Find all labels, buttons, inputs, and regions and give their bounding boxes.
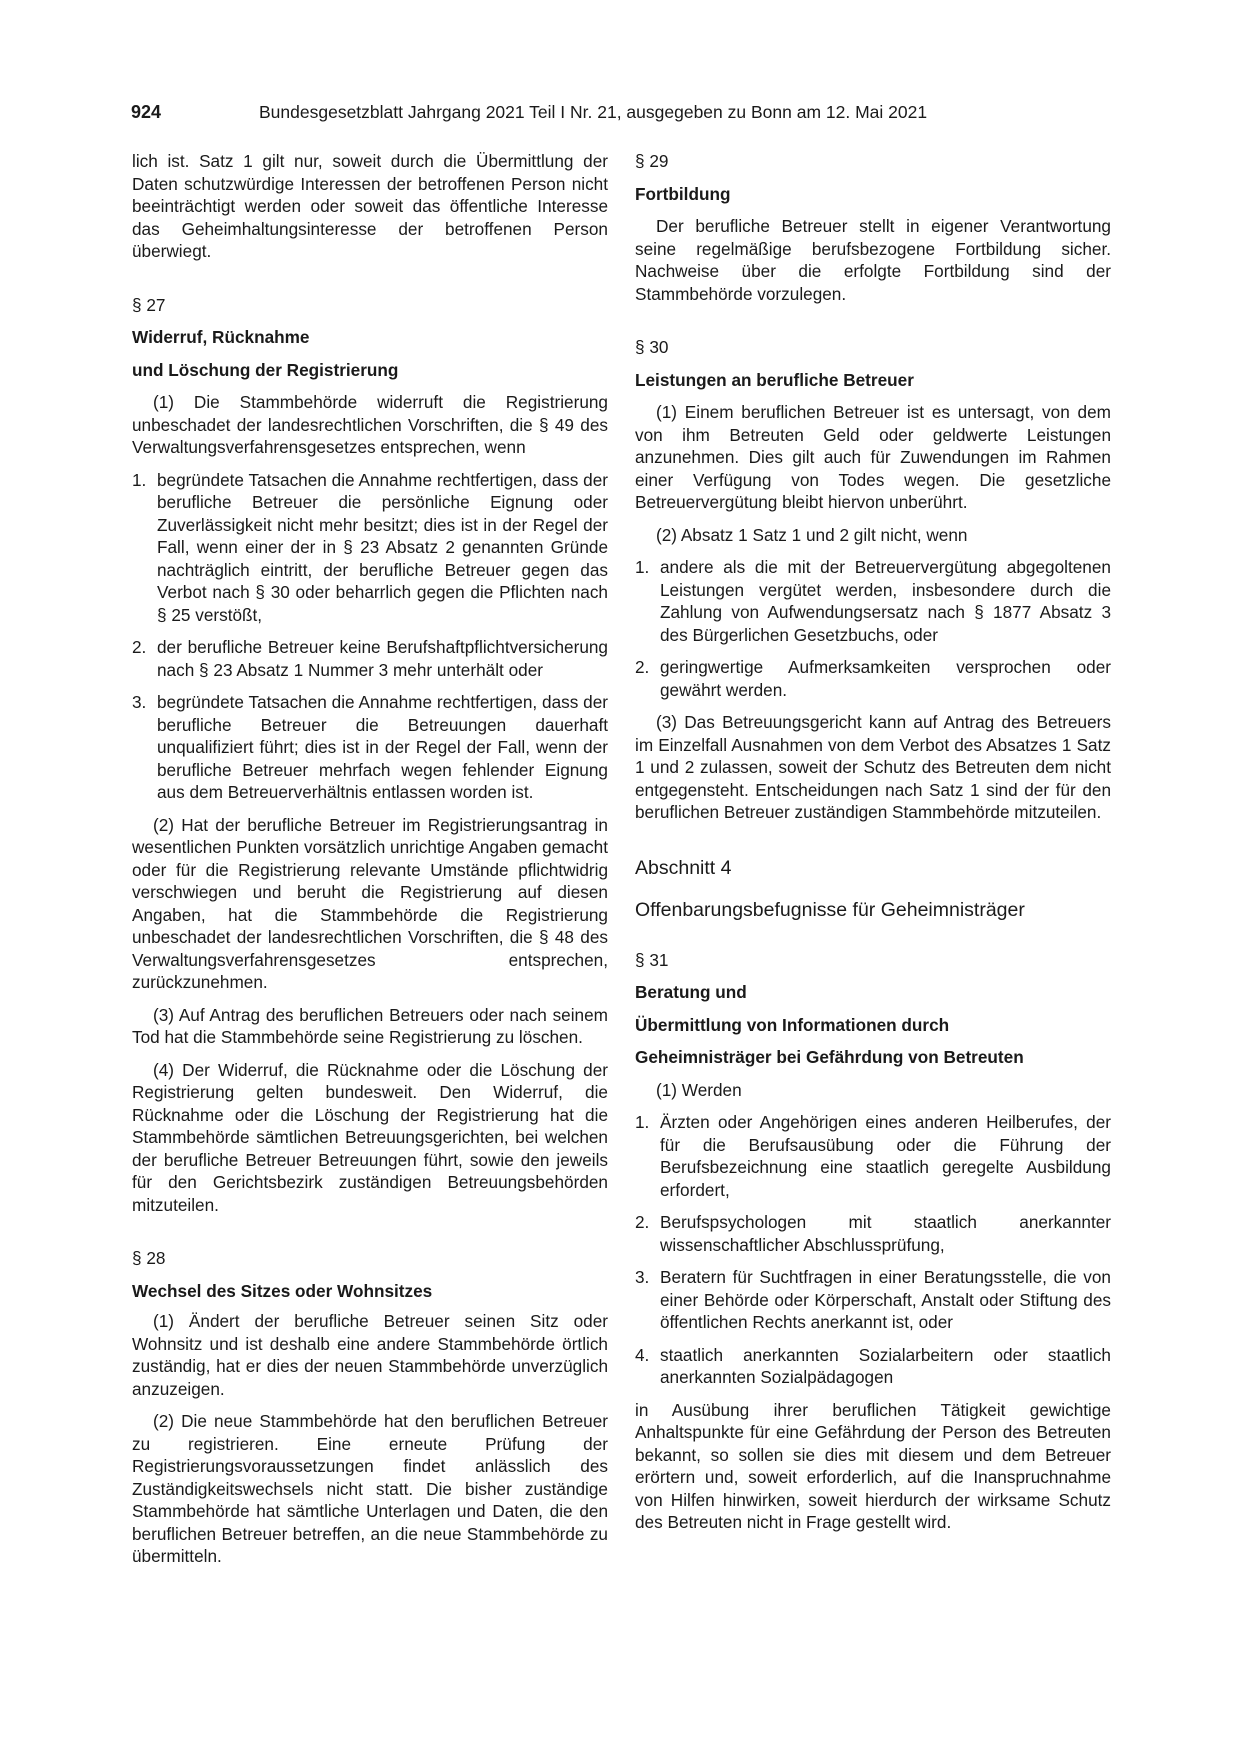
section-30-paragraph-1: (1) Einem beruflichen Betreuer ist es untersagt, von dem von ihm Betreuten Geld oder geldwerte Leistungen anzunehmen. Dies gilt auch für Zuwendungen im Rahmen einer Verfügung von Todes wegen. Die gesetzliche Betreuervergütung bleibt hiervon unberührt. xyxy=(635,402,1111,512)
abschnitt-number: Abschnitt 4 xyxy=(635,856,732,879)
list-item xyxy=(635,1266,1111,1334)
list-item-number: 2. xyxy=(132,637,147,657)
list-item-text: Beratern für Suchtfragen in einer Beratungsstelle, die von einer Behörde oder Körperschaft, Anstalt oder Stiftung des öffentlichen Rechts anerkannt ist, oder xyxy=(660,1267,1111,1332)
list-item-text: andere als die mit der Betreuervergütung abgegoltenen Leistungen vergütet werden, insbesondere durch die Zahlung von Aufwendungsersatz nach § 1877 Absatz 3 des Bürgerlichen Gesetzbuchs, oder xyxy=(660,557,1111,645)
section-27-title-line-1: Widerruf, Rücknahme xyxy=(132,327,310,347)
section-29-title: Fortbildung xyxy=(635,183,731,204)
list-item-number: 1. xyxy=(132,469,147,490)
list-item-number: 4. xyxy=(635,1344,650,1365)
list-item-number: 1. xyxy=(635,1112,650,1132)
list-item xyxy=(635,1111,1111,1201)
list-item-text: der berufliche Betreuer keine Berufshaftpflichtversicherung nach § 23 Absatz 1 Nummer 3 mehr unterhält oder xyxy=(157,637,608,680)
section-27-paragraph-2: (2) Hat der berufliche Betreuer im Registrierungsantrag in wesentlichen Punkten vorsätzlich unrichtige Angaben gemacht oder für die Registrierung relevante Umstände pflichtwidrig verschwiegen und beruht die Registrierung auf diesen Angaben, hat die Stammbehörde die Registrierung unbeschadet der landesrechtlichen Vorschriften, die § 48 des Verwaltungsverfahrensgesetzes entsprechen, zurückzunehmen. xyxy=(132,814,608,992)
list-item-text: begründete Tatsachen die Annahme rechtfertigen, dass der berufliche Betreuer die persönliche Eignung oder Zuverlässigkeit nicht mehr besitzt; dies ist in der Regel der Fall, wenn einer der in § 23 Absatz 2 genannten Gründe nachträglich eintritt, der berufliche Betreuer gegen das Verbot nach § 30 oder beharrlich gegen die Pflichten nach § 25 verstößt, xyxy=(157,469,608,625)
section-28-number: § 28 xyxy=(132,1248,166,1268)
section-29-number: § 29 xyxy=(635,151,669,171)
section-28-paragraph-2: (2) Die neue Stammbehörde hat den beruflichen Betreuer zu registrieren. Eine erneute Prüfung der Registrierungsvoraussetzungen findet anlässlich des Zuständigkeitswechsels nicht statt. Die bisher zuständige Stammbehörde hat sämtliche Unterlagen und Daten, die den beruflichen Betreuer betreffen, an die neue Stammbehörde zu übermitteln. xyxy=(132,1411,608,1566)
section-27-title xyxy=(132,326,608,381)
section-27-paragraph-4: (4) Der Widerruf, die Rücknahme oder die Löschung der Registrierung gelten bundesweit. Den Widerruf, die Rücknahme oder die Löschung der Registrierung hat die Stammbehörde sämtlichen Betreuungsgerichten, bei welchen der berufliche Betreuer Betreuungen führt, sowie den jeweils für den Gerichtsbezirk zuständigen Betreuungsbehörden mitzuteilen. xyxy=(132,1059,608,1215)
list-item-number: 3. xyxy=(132,692,147,712)
list-item xyxy=(635,1344,1111,1389)
header-title: Bundesgesetzblatt Jahrgang 2021 Teil I Nr. 21, ausgegeben zu Bonn am 12. Mai 2021 xyxy=(259,102,928,122)
list-item-text: Ärzten oder Angehörigen eines anderen Heilberufes, der für die Berufsausübung oder die Führung der Berufsbezeichnung eine staatlich geregelte Ausbildung erfordert, xyxy=(660,1112,1111,1200)
section-31-title-line-1: Beratung und xyxy=(635,982,747,1002)
list-item-number: 1. xyxy=(635,557,650,577)
list-item xyxy=(132,636,608,681)
list-item-text: staatlich anerkannten Sozialarbeitern oder staatlich anerkannten Sozialpädagogen xyxy=(660,1344,1111,1387)
abschnitt-title: Offenbarungsbefugnisse für Geheimnisträger xyxy=(635,898,1025,921)
section-28-title: Wechsel des Sitzes oder Wohnsitzes xyxy=(132,1280,433,1301)
section-31-number: § 31 xyxy=(635,949,669,970)
section-31-title xyxy=(635,981,1111,1069)
left-column xyxy=(132,150,608,1578)
section-28-paragraph-1: (1) Ändert der berufliche Betreuer seinen Sitz oder Wohnsitz und ist deshalb eine andere Stammbehörde örtlich zuständig, hat er dies der neuen Stammbehörde unverzüglich anzuzeigen. xyxy=(132,1311,608,1399)
section-27-paragraph-3: (3) Auf Antrag des beruflichen Betreuers oder nach seinem Tod hat die Stammbehörde seine Registrierung zu löschen. xyxy=(132,1004,608,1047)
section-31-paragraph-1: (1) Werden xyxy=(656,1079,742,1100)
running-header xyxy=(131,100,1113,124)
section-27-paragraph-1: (1) Die Stammbehörde widerruft die Registrierung unbeschadet der landesrechtlichen Vorschriften, die § 49 des Verwaltungsverfahrensgesetzes entsprechen, wenn xyxy=(132,392,608,457)
list-item xyxy=(635,1211,1111,1256)
list-item-text: begründete Tatsachen die Annahme rechtfertigen, dass der berufliche Betreuer die Betreuungen dauerhaft unqualifiziert führt; dies ist in der Regel der Fall, wenn der berufliche Betreuer mehrfach wegen fehlender Eignung aus dem Betreuerverhältnis entlassen worden ist. xyxy=(157,692,608,802)
section-30-paragraph-3: (3) Das Betreuungsgericht kann auf Antrag des Betreuers im Einzelfall Ausnahmen von dem Verbot des Absatzes 1 Satz 1 und 2 zulassen, soweit der Schutz des Betreuten dem nicht entgegensteht. Entscheidungen nach Satz 1 sind der für den beruflichen Betreuer zuständigen Stammbehörde mitzuteilen. xyxy=(635,712,1111,822)
list-item xyxy=(635,556,1111,646)
list-item-text: geringwertige Aufmerksamkeiten versprochen oder gewährt werden. xyxy=(660,657,1111,700)
page-number: 924 xyxy=(131,102,162,122)
section-29-paragraph: Der berufliche Betreuer stellt in eigener Verantwortung seine regelmäßige berufsbezogene Fortbildung sicher. Nachweise über die erfolgte Fortbildung sind der Stammbehörde vorzulegen. xyxy=(635,216,1111,304)
list-item-text: Berufspsychologen mit staatlich anerkannter wissenschaftlicher Abschlussprüfung, xyxy=(660,1212,1111,1255)
section-30-paragraph-2: (2) Absatz 1 Satz 1 und 2 gilt nicht, wenn xyxy=(656,524,968,545)
section-31-list xyxy=(635,1111,1111,1389)
list-item-number: 2. xyxy=(635,657,650,677)
section-31-title-line-3: Geheimnisträger bei Gefährdung von Betreuten xyxy=(635,1047,1024,1067)
list-item xyxy=(635,656,1111,701)
section-31-title-line-2: Übermittlung von Informationen durch xyxy=(635,1014,950,1035)
section-27-title-line-2: und Löschung der Registrierung xyxy=(132,359,399,380)
section-27-number: § 27 xyxy=(132,294,166,315)
right-column xyxy=(635,150,1111,1544)
list-item xyxy=(132,691,608,804)
section-30-title: Leistungen an berufliche Betreuer xyxy=(635,369,914,390)
continued-paragraph: lich ist. Satz 1 gilt nur, soweit durch die Übermittlung der Daten schutzwürdige Interessen der betroffenen Person nicht beeinträchtigt werden oder soweit das öffentliche Interesse das Geheimhaltungsinteresse der betroffenen Person überwiegt. xyxy=(132,151,608,261)
section-30-list xyxy=(635,556,1111,701)
section-27-list xyxy=(132,469,608,804)
section-30-number: § 30 xyxy=(635,337,669,357)
list-item-number: 3. xyxy=(635,1267,650,1287)
section-31-closing-paragraph: in Ausübung ihrer beruflichen Tätigkeit gewichtige Anhaltspunkte für eine Gefährdung der Person des Betreuten bekannt, so sollen sie dies mit diesem und dem Betreuer erörtern und, soweit erforderlich, auf die Inanspruchnahme von Hilfen hinwirken, soweit hierdurch der wirksame Schutz des Betreuten nicht in Frage gestellt wird. xyxy=(635,1399,1111,1532)
list-item-number: 2. xyxy=(635,1212,650,1232)
list-item xyxy=(132,469,608,627)
